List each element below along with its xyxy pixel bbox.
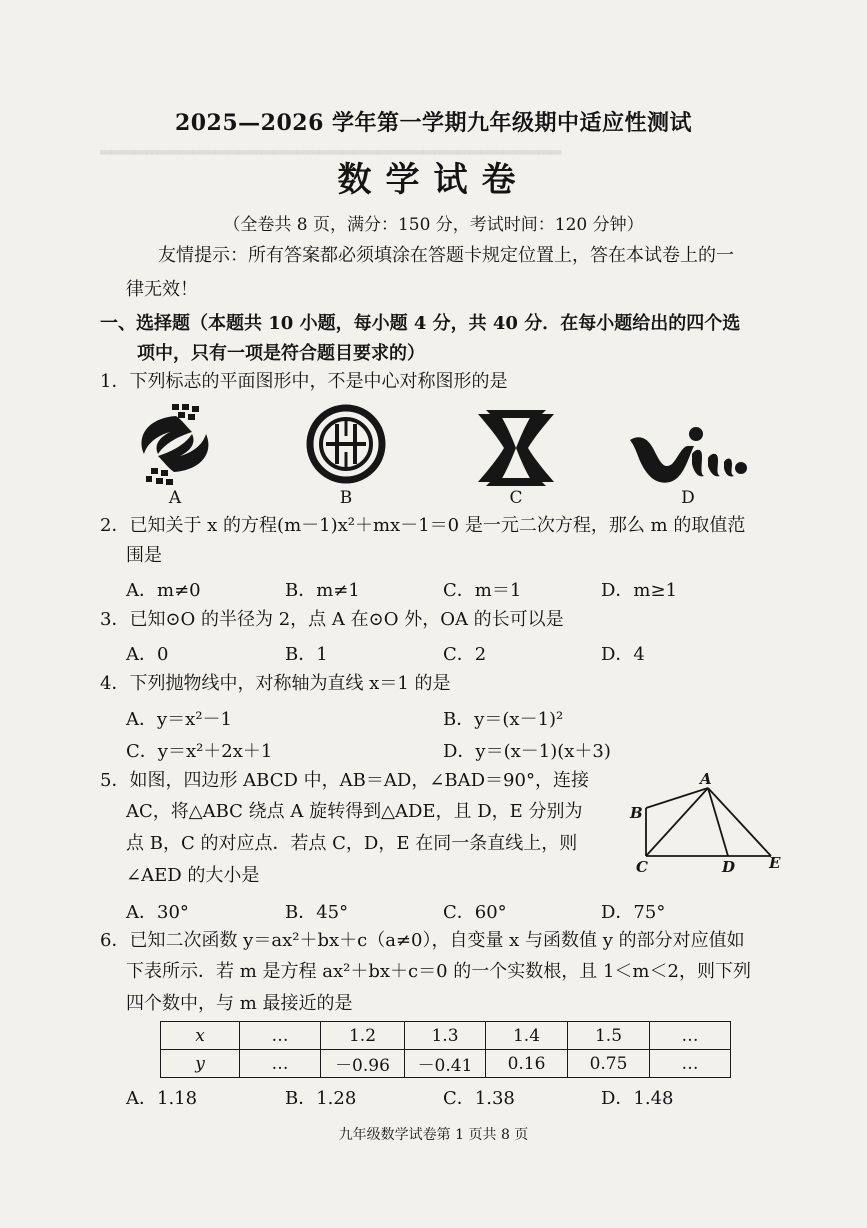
- q6-stem-line1: 6．已知二次函数 y＝ax²＋bx＋c（a≠0），自变量 x 与函数值 y 的部分对应值如: [100, 930, 745, 951]
- table-cell: y: [161, 1050, 240, 1078]
- logo-d-icon: [630, 424, 748, 486]
- page-footer: 九年级数学试卷第 1 页共 8 页: [338, 1127, 529, 1143]
- q2-option-a: A．m≠0: [126, 580, 201, 601]
- q4-option-c: C．y＝x²＋2x＋1: [126, 741, 273, 762]
- section1-heading-line2: 项中，只有一项是符合题目要求的）: [137, 343, 425, 364]
- q6-option-c: C．1.38: [443, 1088, 515, 1109]
- q3-option-c: C．2: [443, 644, 487, 665]
- q5-stem-line2: AC，将△ABC 绕点 A 旋转得到△ADE，且 D，E 分别为: [126, 801, 583, 822]
- q2-option-c: C．m＝1: [443, 580, 522, 601]
- q6-stem-line3: 四个数中，与 m 最接近的是: [126, 993, 353, 1014]
- q6-option-a: A．1.18: [126, 1088, 198, 1109]
- q5-stem-line4: ∠AED 的大小是: [126, 865, 260, 886]
- q1-label-d: D: [681, 488, 695, 508]
- table-cell: 1.4: [486, 1022, 568, 1050]
- exam-info: （全卷共 8 页，满分：150 分，考试时间：120 分钟）: [223, 215, 644, 235]
- q3-option-d: D．4: [601, 644, 645, 665]
- logo-a-icon: [136, 402, 214, 486]
- q2-option-b: B．m≠1: [285, 580, 360, 601]
- notice-line2: 律无效！: [126, 279, 198, 300]
- logo-c-icon: [478, 410, 554, 486]
- q6-stem-line2: 下表所示．若 m 是方程 ax²＋bx＋c＝0 的一个实数根，且 1＜m＜2，则下列: [126, 961, 751, 982]
- q2-stem-line1: 2．已知关于 x 的方程(m－1)x²＋mx－1＝0 是一元二次方程，那么 m 的取值范: [100, 515, 746, 536]
- q1-label-c: C: [509, 488, 523, 508]
- point-label-e: E: [769, 854, 781, 872]
- logo-b-icon: [306, 404, 386, 484]
- table-cell: 1.3: [405, 1022, 486, 1050]
- table-row-x: [161, 1022, 731, 1050]
- table-row-y: [161, 1050, 731, 1078]
- q4-stem: 4．下列抛物线中，对称轴为直线 x＝1 的是: [100, 673, 451, 694]
- table-cell: x: [161, 1022, 240, 1050]
- q1-label-b: B: [339, 488, 353, 508]
- q2-option-d: D．m≥1: [601, 580, 678, 601]
- table-cell: －0.41: [405, 1050, 486, 1078]
- table-cell: 0.16: [486, 1050, 568, 1078]
- q3-option-a: A．0: [126, 644, 169, 665]
- exam-title-line1: 2025—2026 学年第一学期九年级期中适应性测试: [174, 110, 693, 136]
- q5-option-b: B．45°: [285, 902, 349, 923]
- q4-option-a: A．y＝x²－1: [126, 709, 232, 730]
- q2-stem-line2: 围是: [126, 545, 162, 566]
- table-cell: 1.5: [568, 1022, 650, 1050]
- point-label-d: D: [722, 858, 736, 876]
- point-label-a: A: [700, 770, 712, 788]
- q4-option-b: B．y＝(x－1)²: [443, 709, 564, 730]
- q1-stem: 1．下列标志的平面图形中，不是中心对称图形的是: [100, 371, 508, 392]
- table-cell: －0.96: [321, 1050, 405, 1078]
- q5-option-a: A．30°: [126, 902, 189, 923]
- q6-option-d: D．1.48: [601, 1088, 674, 1109]
- q3-option-b: B．1: [285, 644, 328, 665]
- table-cell: 0.75: [568, 1050, 650, 1078]
- q5-option-c: C．60°: [443, 902, 507, 923]
- point-label-b: B: [630, 804, 643, 822]
- table-cell: …: [650, 1022, 731, 1050]
- exam-title-line2: 数学试卷: [337, 160, 530, 200]
- q1-label-a: A: [168, 488, 182, 508]
- q5-geometry-figure: [628, 766, 788, 878]
- section1-heading-line1: 一、选择题（本题共 10 小题，每小题 4 分，共 40 分．在每小题给出的四个选: [100, 313, 741, 334]
- table-cell: …: [240, 1050, 321, 1078]
- q5-stem-line1: 5．如图，四边形 ABCD 中，AB＝AD，∠BAD＝90°，连接: [100, 770, 589, 791]
- point-label-c: C: [636, 858, 648, 876]
- q6-option-b: B．1.28: [285, 1088, 357, 1109]
- table-cell: …: [650, 1050, 731, 1078]
- q5-stem-line3: 点 B，C 的对应点．若点 C，D，E 在同一条直线上，则: [126, 833, 578, 854]
- bleed-through-text: ▂▂▂▂▂▂▂▂▂▂▂▂▂▂▂▂▂▂▂▂▂▂▂▂▂▂▂▂▂▂▂▂▂▂▂▂▂▂▂▂: [100, 137, 562, 155]
- q3-stem: 3．已知⊙O 的半径为 2，点 A 在⊙O 外，OA 的长可以是: [100, 609, 564, 630]
- table-cell: …: [240, 1022, 321, 1050]
- table-cell: 1.2: [321, 1022, 405, 1050]
- q5-option-d: D．75°: [601, 902, 666, 923]
- q6-value-table: [160, 1021, 731, 1078]
- notice-line1: 友情提示：所有答案都必须填涂在答题卡规定位置上，答在本试卷上的一: [158, 245, 734, 266]
- q4-option-d: D．y＝(x－1)(x＋3): [443, 741, 611, 762]
